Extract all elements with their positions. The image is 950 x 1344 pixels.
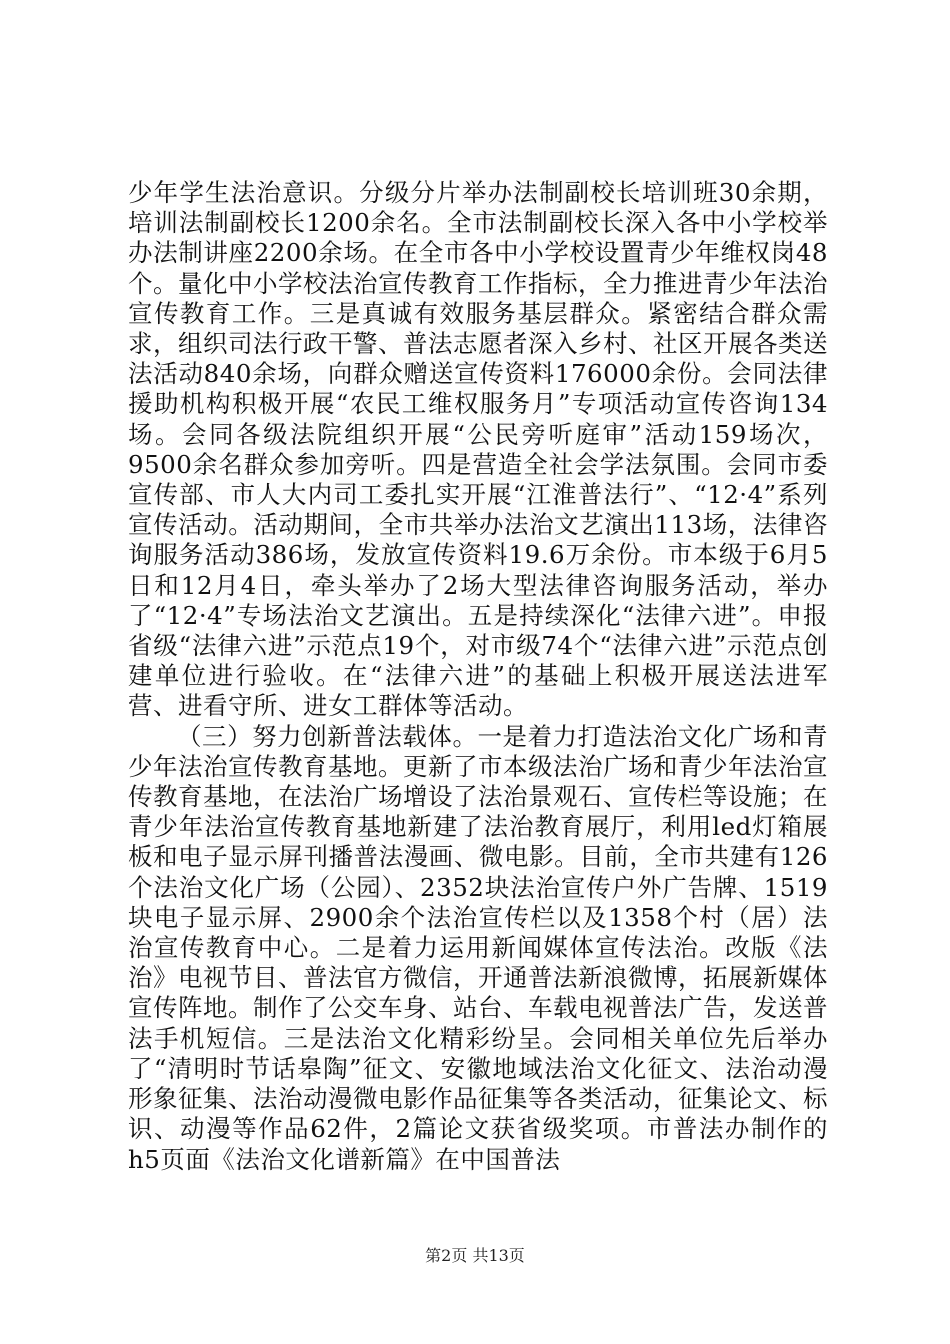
paragraph-continued: 少年学生法治意识。分级分片举办法制副校长培训班30余期，培训法制副校长1200余名。全市法制副校长深入各中小学校举办法制讲座2200余场。在全市各中小学校设置青少年维权岗48个。量化中小学校法治宣传教育工作指标，全力推进青少年法治宣传教育工作。三是真诚有效服务基层群众。紧密结合群众需求，组织司法行政干警、普法志愿者深入乡村、社区开展各类送法活动840余场，向群众赠送宣传资料176000余份。会同法律援助机构积极开展“农民工维权服务月”专项活动宣传咨询134场。会同各级法院组织开展“公民旁听庭审”活动159场次，9500余名群众参加旁听。四是营造全社会学法氛围。会同市委宣传部、市人大内司工委扎实开展“江淮普法行”、“12·4”系列宣传活动。活动期间，全市共举办法治文艺演出113场，法律咨询服务活动386场，发放宣传资料19.6万余份。市本级于6月5日和12月4日，牵头举办了2场大型法律咨询服务活动，举办了“12·4”专场法治文艺演出。五是持续深化“法律六进”。申报省级“法律六进”示范点19个，对市级74个“法律六进”示范点创建单位进行验收。在“法律六进”的基础上积极开展送法进军营、进看守所、进女工群体等活动。 xyxy=(128,178,828,721)
paragraph-section-three: （三）努力创新普法载体。一是着力打造法治文化广场和青少年法治宣传教育基地。更新了市本级法治广场和青少年法治宣传教育基地，在法治广场增设了法治景观石、宣传栏等设施；在青少年法治宣传教育基地新建了法治教育展厅，利用led灯箱展板和电子显示屏刊播普法漫画、微电影。目前，全市共建有126个法治文化广场（公园）、2352块法治宣传户外广告牌、1519块电子显示屏、2900余个法治宣传栏以及1358个村（居）法治宣传教育中心。二是着力运用新闻媒体宣传法治。改版《法治》电视节目、普法官方微信，开通普法新浪微博，拓展新媒体宣传阵地。制作了公交车身、站台、车载电视普法广告，发送普法手机短信。三是法治文化精彩纷呈。会同相关单位先后举办了“清明时节话皋陶”征文、安徽地域法治文化征文、法治动漫形象征集、法治动漫微电影作品征集等各类活动，征集论文、标识、动漫等作品62件，2篇论文获省级奖项。市普法办制作的h5页面《法治文化谱新篇》在中国普法 xyxy=(128,721,828,1174)
page-footer: 第2页 共13页 xyxy=(425,1246,525,1265)
document-body xyxy=(128,178,828,1175)
